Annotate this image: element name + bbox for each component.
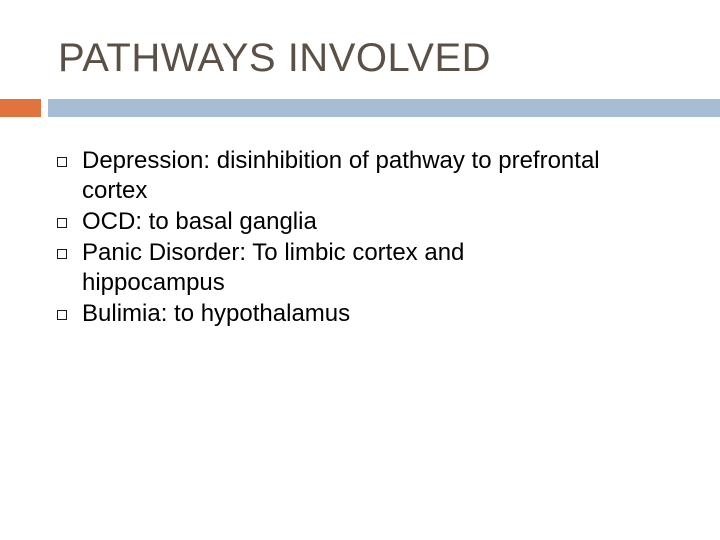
title-divider-bar: [48, 99, 720, 117]
slide-title: PATHWAYS INVOLVED: [58, 36, 492, 80]
bullet-text: OCD: to basal ganglia: [82, 208, 317, 235]
bullet-text: Bulimia: to hypothalamus: [82, 300, 351, 327]
hollow-square-bullet-icon: [57, 157, 67, 167]
hollow-square-bullet-icon: [57, 310, 67, 320]
hollow-square-bullet-icon: [57, 249, 67, 259]
hollow-square-bullet-icon: [57, 218, 67, 228]
bullet-item: [0, 299, 720, 329]
bullet-list: [0, 146, 720, 330]
bullet-item: [0, 238, 720, 298]
title-accent-bar: [0, 99, 41, 117]
bullet-item: [0, 207, 720, 237]
bullet-text: Depression: disinhibition of pathway to prefrontal cortex: [82, 147, 600, 204]
bullet-item: [0, 146, 720, 206]
bullet-text: Panic Disorder: To limbic cortex and hippocampus: [82, 239, 465, 296]
